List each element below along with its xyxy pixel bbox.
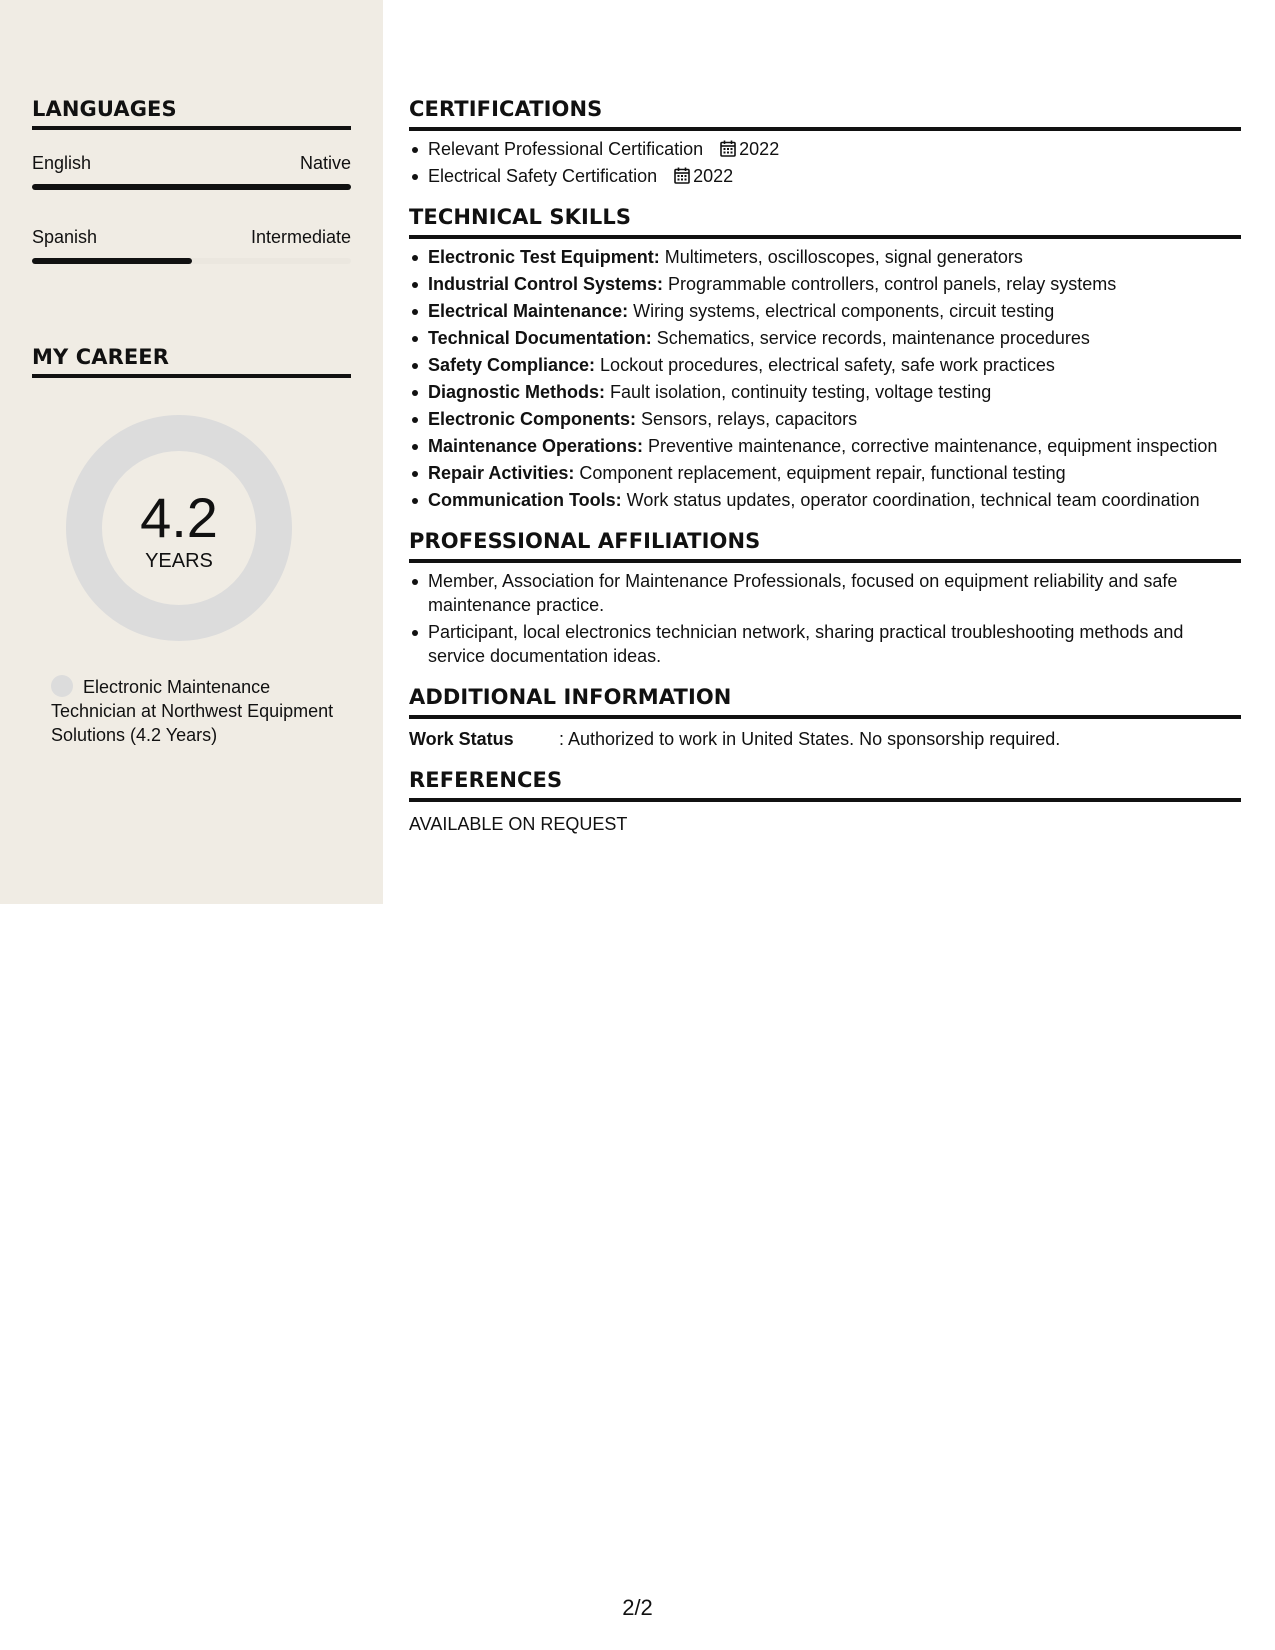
list-item <box>409 353 1241 377</box>
list-item <box>409 299 1241 323</box>
certifications-rule <box>409 127 1241 131</box>
languages-rule <box>32 126 351 130</box>
career-years-unit: YEARS <box>145 550 213 572</box>
certification-year: 2022 <box>739 139 780 159</box>
technical-skills-list <box>409 245 1241 512</box>
sidebar-content <box>32 94 351 378</box>
languages-title: LANGUAGES <box>32 97 177 121</box>
references-section <box>409 765 1241 836</box>
language-bar-fill <box>32 258 192 264</box>
additional-info-rule <box>409 715 1241 719</box>
work-status-label: Work Status <box>409 729 514 749</box>
list-item <box>409 407 1241 431</box>
skill-text: Schematics, service records, maintenance procedures <box>651 328 1090 348</box>
technical-skills-rule <box>409 235 1241 239</box>
career-section <box>32 342 351 378</box>
career-dot-icon <box>51 675 73 697</box>
skill-text: Preventive maintenance, corrective maintenance, equipment inspection <box>643 436 1218 456</box>
skill-text: Sensors, relays, capacitors <box>636 409 858 429</box>
affiliations-list <box>409 569 1241 668</box>
technical-skills-section <box>409 202 1241 512</box>
list-item <box>409 137 1241 161</box>
additional-info-section <box>409 682 1241 751</box>
career-title: MY CAREER <box>32 345 170 369</box>
career-item <box>51 675 341 747</box>
list-item <box>409 272 1241 296</box>
skill-label: Safety Compliance: <box>428 355 596 375</box>
language-name: Spanish <box>32 227 98 247</box>
list-item <box>409 434 1241 458</box>
skill-label: Maintenance Operations: <box>428 436 644 456</box>
skill-text: Programmable controllers, control panels, relay systems <box>663 274 1117 294</box>
skill-label: Diagnostic Methods: <box>428 382 606 402</box>
certifications-section <box>409 94 1241 188</box>
skill-label: Technical Documentation: <box>428 328 652 348</box>
language-name: English <box>32 153 92 173</box>
list-item <box>409 488 1241 512</box>
list-item <box>409 245 1241 269</box>
affiliations-title: PROFESSIONAL AFFILIATIONS <box>409 529 761 553</box>
main-content <box>409 94 1241 850</box>
additional-info-title: ADDITIONAL INFORMATION <box>409 685 732 709</box>
language-level: Intermediate <box>250 227 351 247</box>
references-text: AVAILABLE ON REQUEST <box>409 814 628 834</box>
certifications-title: CERTIFICATIONS <box>409 97 603 121</box>
list-item <box>409 326 1241 350</box>
language-level: Native <box>299 153 351 173</box>
career-rule <box>32 374 351 378</box>
certification-name: Electrical Safety Certification <box>428 166 658 186</box>
references-rule <box>409 798 1241 802</box>
list-item: Participant, local electronics technician network, sharing practical troubleshooting methods and service documentation ideas. <box>409 620 1241 668</box>
references-title: REFERENCES <box>409 768 563 792</box>
sidebar <box>0 0 383 904</box>
certification-year: 2022 <box>693 166 734 186</box>
work-status-row <box>409 727 1241 751</box>
certification-name: Relevant Professional Certification <box>428 139 704 159</box>
skill-label: Communication Tools: <box>428 490 622 510</box>
technical-skills-title: TECHNICAL SKILLS <box>409 205 632 229</box>
list-item <box>409 380 1241 404</box>
list-item <box>409 461 1241 485</box>
language-bar-fill <box>32 184 351 190</box>
calendar-icon <box>674 167 690 184</box>
career-years-value: 4.2 <box>140 486 218 549</box>
skill-text: Work status updates, operator coordination, technical team coordination <box>621 490 1200 510</box>
career-item-text: Electronic Maintenance Technician at Northwest Equipment Solutions (4.2 Years) <box>51 677 334 745</box>
skill-text: Component replacement, equipment repair, functional testing <box>574 463 1066 483</box>
list-item <box>409 164 1241 188</box>
skill-label: Electronic Test Equipment: <box>428 247 660 267</box>
language-bar-english <box>32 184 351 190</box>
skill-label: Repair Activities: <box>428 463 575 483</box>
skill-label: Electronic Components: <box>428 409 637 429</box>
skill-text: Fault isolation, continuity testing, voltage testing <box>605 382 992 402</box>
work-status-value: : Authorized to work in United States. No sponsorship required. <box>559 729 1061 749</box>
language-bar-spanish <box>32 258 351 264</box>
skill-text: Lockout procedures, electrical safety, safe work practices <box>595 355 1055 375</box>
affiliations-rule <box>409 559 1241 563</box>
affiliations-section <box>409 526 1241 668</box>
language-row-spanish <box>32 226 351 248</box>
skill-label: Electrical Maintenance: <box>428 301 629 321</box>
skill-text: Multimeters, oscilloscopes, signal generators <box>659 247 1023 267</box>
page-number: 2/2 <box>622 1595 653 1620</box>
skill-label: Industrial Control Systems: <box>428 274 664 294</box>
list-item: Member, Association for Maintenance Professionals, focused on equipment reliability and safe maintenance practice. <box>409 569 1241 617</box>
language-row-english <box>32 152 351 174</box>
skill-text: Wiring systems, electrical components, circuit testing <box>628 301 1055 321</box>
calendar-icon <box>720 140 736 157</box>
certifications-list <box>409 137 1241 188</box>
